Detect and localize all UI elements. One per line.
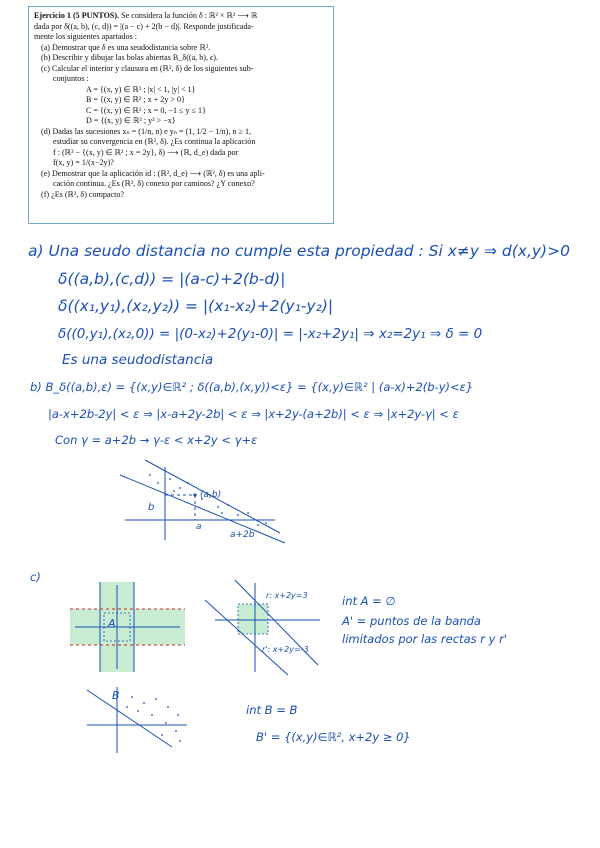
answer-b-line-2: |a-x+2b-2y| < ε ⇒ |x-a+2y-2b| < ε ⇒ |x+2y-(a+2b)| < ε ⇒ |x+2y-γ| < ε: [48, 407, 459, 421]
exercise-item-c: (c) Calcular el interior y clausura en (ℝ², δ) de los siguientes sub-: [41, 63, 254, 73]
exercise-item-f: (f) ¿Es (ℝ², δ) compacto?: [41, 189, 124, 199]
answer-a-line-3: δ((x₁,y₁),(x₂,y₂)) = |(x₁-x₂)+2(y₁-y₂)|: [58, 297, 334, 315]
answer-a-line-4: δ((0,y₁),(x₂,0)) = |(0-x₂)+2(y₁-0)| = |-x₂+2y₁| ⇒ x₂=2y₁ ⇒ δ = 0: [58, 326, 483, 342]
exercise-title: Ejercicio 1 (5 PUNTOS).: [34, 11, 120, 20]
ball-band-sketch: [110, 455, 300, 555]
int-B: int B = B: [246, 703, 298, 717]
exercise-item-e: (e) Demostrar que la aplicación id : (ℝ², d_e) ⟶ (ℝ², δ) es una apli-: [41, 168, 265, 178]
int-A: int A = ∅: [342, 594, 396, 608]
label-B: B: [112, 689, 120, 702]
exercise-line: estudiar su convergencia en (ℝ², δ). ¿Es continua la aplicación: [53, 137, 256, 146]
answer-a-conclusion: Es una seudodistancia: [62, 352, 214, 368]
label-A: A: [108, 617, 116, 630]
label-center: (a,b): [200, 490, 222, 500]
exercise-line: cación continua. ¿Es (ℝ², δ) conexo por caminos? ¿Y conexo?: [53, 179, 255, 188]
answer-b-line-3: Con γ = a+2b → γ-ε < x+2y < γ+ε: [55, 433, 258, 447]
set-A-sketch: [70, 582, 185, 672]
set-B: B = {(x, y) ∈ ℝ² ; x + 2y > 0}: [86, 95, 185, 104]
exercise-line: f : (ℝ² − {(x, y) ∈ ℝ² ; x = 2y}, δ) ⟶ (ℝ, d_e) dada por: [53, 147, 239, 157]
answer-a-line-1: a) Una seudo distancia no cumple esta propiedad : Si x≠y ⇒ d(x,y)>0: [28, 242, 570, 260]
exercise-line: conjuntos :: [53, 74, 89, 83]
label-b: b: [148, 502, 155, 513]
band-r-sketch: [200, 580, 330, 675]
exercise-statement: [28, 6, 334, 224]
set-D: D = {(x, y) ∈ ℝ² ; y² > −x}: [86, 116, 176, 125]
closure-A-line-1: A' = puntos de la banda: [342, 614, 481, 628]
set-C: C = {(x, y) ∈ ℝ² ; x = 0, −1 ≤ y ≤ 1}: [86, 105, 206, 115]
exercise-line: dada por δ((a, b), (c, d)) = |(a − c) + 2(b − d)|. Responde justificada-: [34, 21, 254, 31]
answer-c-header: c): [30, 570, 41, 584]
answer-b-line-1: b) B_δ((a,b),ε) = {(x,y)∈ℝ² ; δ((a,b),(x,y))<ε} = {(x,y)∈ℝ² | (a-x)+2(b-y)<ε}: [30, 380, 474, 394]
label-r-prime: r': x+2y=-3: [262, 645, 309, 654]
label-a: a: [196, 522, 202, 532]
center-point: [193, 493, 196, 496]
set-A: A = {(x, y) ∈ ℝ² ; |x| < 1, |y| < 1}: [86, 84, 196, 94]
closure-A-line-2: limitados por las rectas r y r': [342, 632, 507, 646]
band-stipple: [149, 474, 267, 526]
exercise-line: mente los siguientes apartados :: [34, 32, 137, 41]
exercise-item-d: (d) Dadas las sucesiones xₙ = (1/n, n) e yₙ = (1, 1/2 − 1/n), n ≥ 1,: [41, 126, 252, 136]
exercise-line: f(x, y) = 1/(x−2y)?: [53, 158, 114, 167]
label-r: r: x+2y=3: [266, 591, 308, 600]
exercise-item-a: (a) Demostrar que δ es una seudodistancia sobre ℝ².: [41, 42, 211, 52]
label-a-plus-2b: a+2b: [230, 530, 255, 540]
set-B-sketch: [82, 685, 192, 755]
band-line-lower: [120, 475, 285, 543]
closure-B: B' = {(x,y)∈ℝ², x+2y ≥ 0}: [256, 730, 411, 744]
exercise-item-b: (b) Describir y dibujar las bolas abiertas B_δ((a, b), ϵ).: [41, 53, 219, 62]
line-x-plus-2y: [87, 690, 172, 747]
answer-a-line-2: δ((a,b),(c,d)) = |(a-c)+2(b-d)|: [58, 270, 286, 288]
exercise-line: Se considera la función δ : ℝ² × ℝ² ⟶ ℝ: [121, 11, 258, 20]
